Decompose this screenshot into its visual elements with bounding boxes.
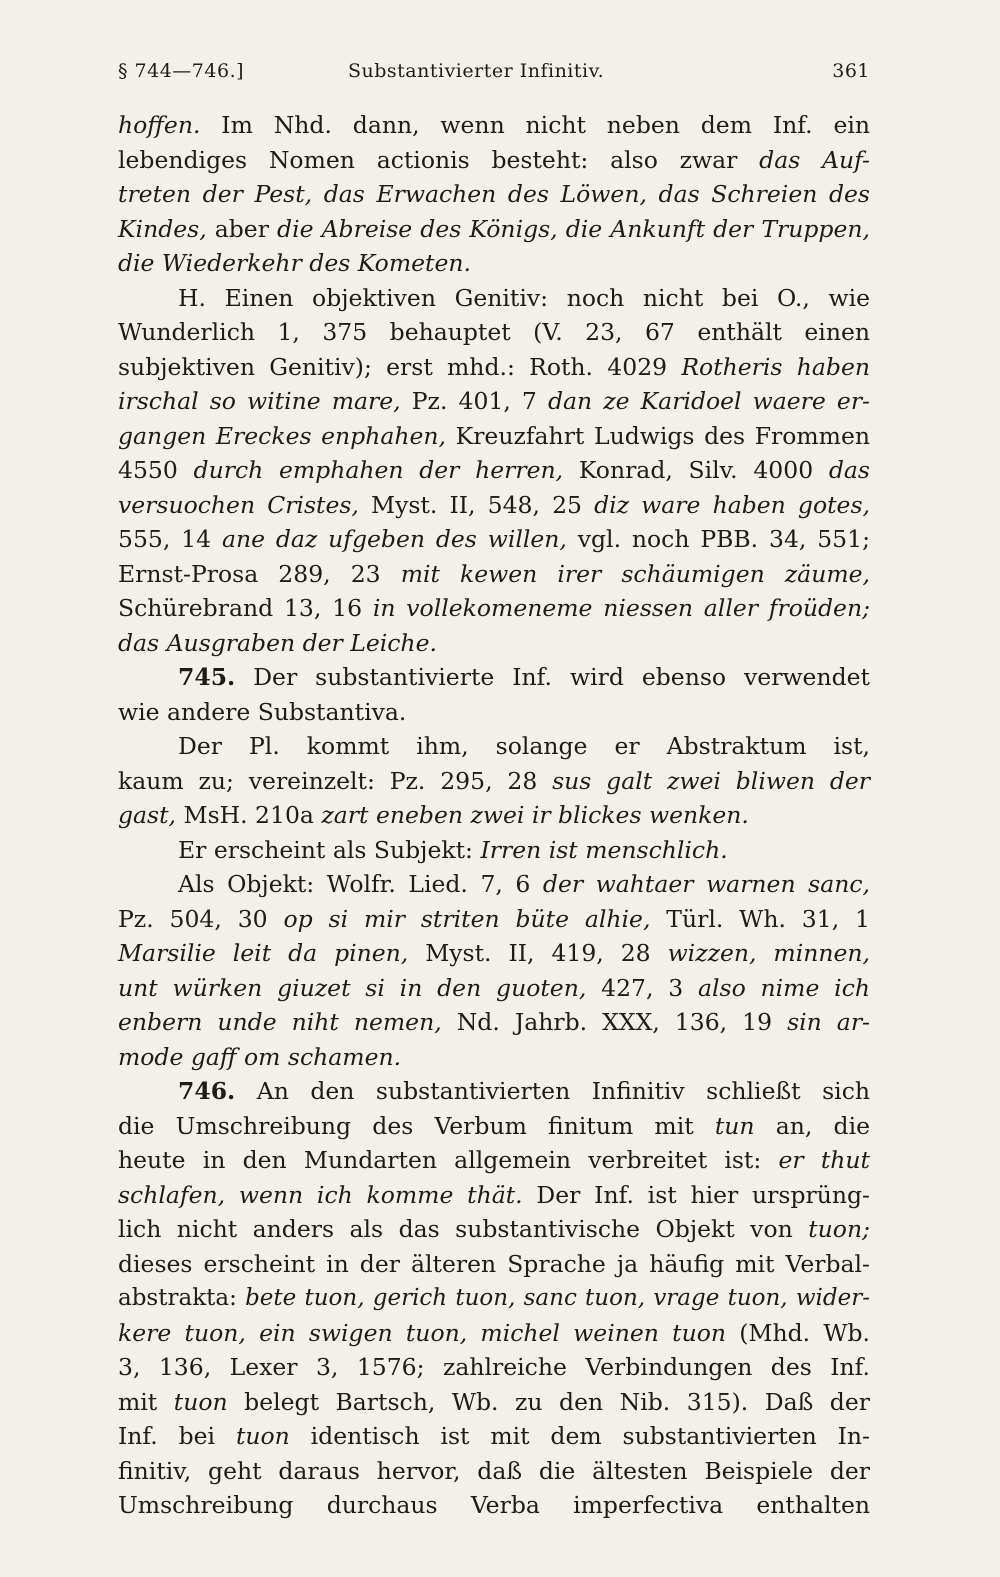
text-line: Er erscheint als Subjekt: Irren ist menschlich. — [178, 835, 728, 864]
text-line: 4550 durch emphahen der herren, Konrad, Silv. 4000 das — [118, 456, 870, 484]
text-line: wie andere Substantiva. — [118, 697, 407, 726]
text-line: hoffen. Im Nhd. dann, wenn nicht neben dem Inf. ein — [118, 111, 870, 139]
text-line: schlafen, wenn ich komme thät. Der Inf. ist hier ursprüng- — [118, 1180, 870, 1209]
text-line: kere tuon, ein swigen tuon, michel weinen tuon (Mhd. Wb. — [118, 1318, 870, 1347]
text-line: versuochen Cristes, Myst. II, 548, 25 diz ware haben gotes, — [118, 490, 870, 519]
text-line: das Ausgraben der Leiche. — [118, 628, 437, 657]
text-line: Umschreibung durchaus Verba imperfectiva enthalten — [118, 1491, 870, 1519]
text-line: treten der Pest, das Erwachen des Löwen, das Schreien des — [118, 180, 870, 208]
section-number: 746. — [178, 1077, 236, 1105]
text-line: 3, 136, Lexer 3, 1576; zahlreiche Verbindungen des Inf. — [118, 1353, 870, 1381]
text-line: Inf. bei tuon identisch ist mit dem substantivierten In- — [118, 1422, 871, 1450]
text-line: H. Einen objektiven Genitiv: noch nicht bei O., wie — [178, 283, 870, 312]
page-body — [118, 108, 870, 1523]
text-line: 746. An den substantivierten Infinitiv schließt sich — [178, 1077, 870, 1105]
text-line: Als Objekt: Wolfr. Lied. 7, 6 der wahtaer warnen sanc, — [178, 870, 870, 898]
text-line: Der Pl. kommt ihm, solange er Abstraktum ist, — [178, 732, 870, 760]
text-line: heute in den Mundarten allgemein verbreitet ist: er thut — [118, 1146, 870, 1174]
text-line: finitiv, geht daraus hervor, daß die ältesten Beispiele der — [118, 1456, 870, 1485]
text-line: Wunderlich 1, 375 behauptet (V. 23, 67 enthält einen — [118, 318, 870, 346]
text-line: 745. Der substantivierte Inf. wird ebenso verwendet — [178, 663, 870, 691]
section-range: § 744—746.] — [118, 60, 245, 82]
page-number: 361 — [832, 60, 870, 82]
text-line: lich nicht anders als das substantivische Objekt von tuon; — [118, 1215, 870, 1243]
text-line: die Umschreibung des Verbum finitum mit tun an, die — [118, 1111, 870, 1140]
text-line: subjektiven Genitiv); erst mhd.: Roth. 4029 Rotheris haben — [118, 352, 870, 381]
text-line: Schürebrand 13, 16 in vollekomeneme niessen aller froüden; — [118, 594, 870, 622]
text-line: Pz. 504, 30 op si mir striten büte alhie, Türl. Wh. 31, 1 — [118, 904, 870, 933]
text-line: kaum zu; vereinzelt: Pz. 295, 28 sus galt zwei bliwen der — [118, 766, 871, 795]
text-line: Ernst-Prosa 289, 23 mit kewen irer schäumigen zäume, — [118, 559, 870, 588]
text-line: mode gaff om schamen. — [118, 1042, 402, 1071]
text-line: irschal so witine mare, Pz. 401, 7 dan ze Karidoel waere er- — [118, 387, 870, 415]
text-line: enbern unde niht nemen, Nd. Jahrb. XXX, 136, 19 sin ar- — [118, 1008, 870, 1036]
text-line: gangen Ereckes enphahen, Kreuzfahrt Ludwigs des Frommen — [118, 421, 870, 450]
section-number: 745. — [178, 663, 236, 691]
running-title: Substantivierter Infinitiv. — [348, 60, 605, 82]
text-line: lebendiges Nomen actionis besteht: also zwar das Auf- — [118, 145, 870, 174]
text-line: 555, 14 ane daz ufgeben des willen, vgl. noch PBB. 34, 551; — [118, 525, 871, 553]
text-line: gast, MsH. 210a zart eneben zwei ir blickes wenken. — [118, 801, 749, 829]
running-header — [118, 60, 870, 90]
text-line: Kindes, aber die Abreise des Königs, die Ankunft der Truppen, — [118, 214, 870, 243]
text-line: die Wiederkehr des Kometen. — [118, 249, 471, 277]
text-line: Marsilie leit da pinen, Myst. II, 419, 28 wizzen, minnen, — [118, 939, 870, 967]
text-line: dieses erscheint in der älteren Sprache ja häufig mit Verbal- — [118, 1249, 870, 1278]
text-line: abstrakta: bete tuon, gerich tuon, sanc tuon, vrage tuon, wider- — [118, 1285, 870, 1311]
text-line: mit tuon belegt Bartsch, Wb. zu den Nib. 315). Daß der — [118, 1387, 870, 1416]
text-line: unt würken giuzet si in den guoten, 427, 3 also nime ich — [118, 973, 870, 1002]
